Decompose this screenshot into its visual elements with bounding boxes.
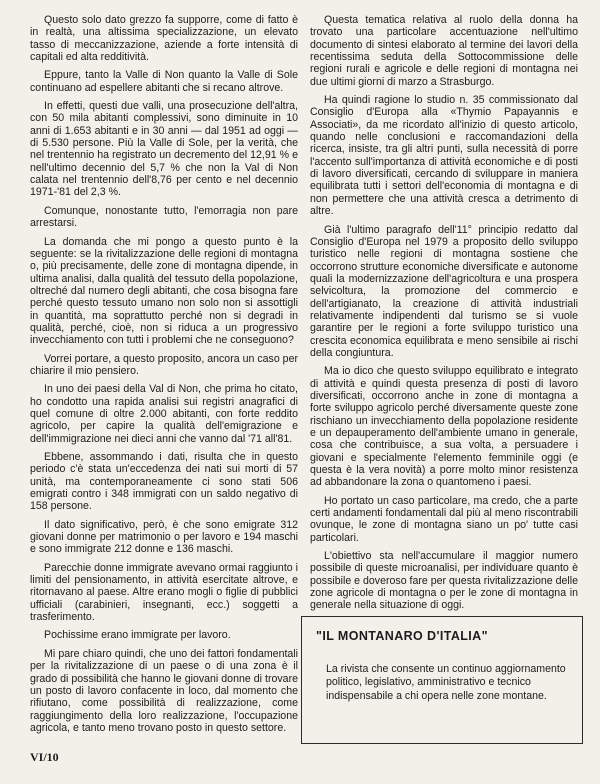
paragraph: Ebbene, assommando i dati, risulta che in questo periodo c'è stata un'eccedenza dei nati sui morti di 57 unità, ma contemporaneamente ci sono stati 506 emigrati contro i 348 immigrati con un saldo negativo di 158 persone. (30, 451, 298, 513)
paragraph: Eppure, tanto la Valle di Non quanto la Valle di Sole continuano ad espellere abitanti che si recano altrove. (30, 69, 298, 94)
paragraph: Parecchie donne immigrate avevano ormai raggiunto i limiti del pensionamento, in attività esercitate altrove, e ritornavano al paese. Altre erano mogli o figlie di pubblici ufficiali (carabinieri, insegnanti, ecc.) soggetti a trasferimento. (30, 561, 298, 624)
paragraph: Già l'ultimo paragrafo dell'11° principio redatto dal Consiglio d'Europa nel 1979 a proposito dello sviluppo turistico nelle regioni di montagna sostiene che occorrono strutture economiche diversificate e autonome quali la modernizzazione dell'agricoltura e una prospera selvicoltura, la promozione del commercio e dell'artigianato, la creazione di attività industriali relativamente indipendenti dal turismo se si vuole garantire per le regioni a forte sviluppo turistico una crescita economica equilibrata e meno sensibile ai rischi della congiuntura. (310, 223, 578, 359)
paragraph: La domanda che mi pongo a questo punto è la seguente: se la rivitalizzazione delle regioni di montagna o, più precisamente, delle zone di montagna dipende, in ultima analisi, dalla qualità del tessuto della popolazione, oltreché dal numero degli abitanti, che cosa bisogna fare perché questo tessuto umano non solo non si assottigli in quantità, ma soprattutto perché non si degradi in qualità, perché, cioè, non si riduca a un progressivo invecchiamento con tutti i problemi che ne conseguono? (30, 235, 298, 347)
ad-text: La rivista che consente un continuo aggiornamento politico, legislativo, amministrativo e tecnico indispensabile a chi opera nelle zone montane. (326, 663, 566, 702)
paragraph: L'obiettivo sta nell'accumulare il maggior numero possibile di queste microanalisi, per individuare quanto è possibile e doveroso fare per questa rivitalizzazione delle zone agricole di montagna o per le zone di montagna in generale nella situazione di oggi. (310, 550, 578, 612)
left-column (30, 14, 298, 740)
right-column (310, 14, 578, 618)
paragraph: Ma io dico che questo sviluppo equilibrato e integrato di attività e quindi questa presenza di posti di lavoro diversificati, occorrono anche in zone di montagna a forte sviluppo agricolo perché diversamente queste zone rischiano un invecchiamento della popolazione residente e un depauperamento dell'ambiente umano in generale, cosa che contribuisce, a sua volta, a persuadere i giovani e specialmente l'elemento femminile oggi (e questa è la vera novità) a porre molto minor resistenza ad abbandonare la zona o quantomeno i paesi. (310, 365, 578, 489)
paragraph: Questo solo dato grezzo fa supporre, come di fatto è in realtà, una altissima specializzazione, un elevato tasso di meccanizzazione, aziende a forte intensità di capitali ed alta redditività. (30, 14, 298, 64)
paragraph: Ha quindi ragione lo studio n. 35 commissionato dal Consiglio d'Europa alla «Thymio Papayannis e Associati», da me ricordato all'inizio di questo articolo, quando nelle conclusioni e raccomandazioni della ricerca, insiste, tra gli altri punti, sulla necessità di porre l'accento sull'importanza di attività economiche e di posti di lavoro diversificati, cercando di sviluppare in maniera equilibrata tutti i settori dell'economia di montagna e di non permettere che una attività cresca a detrimento di altre. (310, 94, 578, 218)
page-number: VI/10 (30, 750, 59, 764)
paragraph: In effetti, questi due valli, una prosecuzione dell'altra, con 50 mila abitanti complessivi, sono diminuite in 10 anni di 1.653 abitanti e in 30 anni — dal 1951 ad oggi — di 5.530 persone. Più la Valle di Sole, per la verità, che nel trentennio ha registrato un decremento del 12,91 % e nell'ultimo decennio del 5,7 % che non la Val di Non calata nel trentennio dell'8,76 per cento e nel decennio 1971-'81 del 2,3 %. (30, 100, 298, 199)
paragraph: Il dato significativo, però, è che sono emigrate 312 giovani donne per matrimonio o per lavoro e 194 maschi e sono immigrate 212 donne e 136 maschi. (30, 518, 298, 556)
paragraph: Vorrei portare, a questo proposito, ancora un caso per chiarire il mio pensiero. (30, 352, 298, 377)
paragraph: Pochissime erano immigrate per lavoro. (44, 629, 231, 642)
paragraph: Mi pare chiaro quindi, che uno dei fattori fondamentali per la rivitalizzazione di un paese o di una zona è il grado di possibilità che hanno le giovani donne di trovare un posto di lavoro confacente in loco, dal momento che rifiutano, come possibilità di realizzazione, come raggiungimento della loro realizzazione, l'occupazione agricola, e tanto meno trovano posto in questo settore. (30, 647, 298, 734)
paragraph: Ho portato un caso particolare, ma credo, che a parte certi andamenti fondamentali dal più al meno riscontrabili ovunque, le zone di montagna siano un po' tutte casi particolari. (310, 494, 578, 544)
ad-title: "IL MONTANARO D'ITALIA" (316, 629, 488, 643)
paragraph: Questa tematica relativa al ruolo della donna ha trovato una particolare accentuazione nell'ultimo documento di sintesi elaborato al termine dei lavori della recentissima seduta della Sottocommissione delle regioni rurali e agricole e delle regioni di montagna nei due ultimi giorni di marzo a Strasburgo. (310, 14, 578, 88)
magazine-ad-box (301, 616, 583, 744)
paragraph: In uno dei paesi della Val di Non, che prima ho citato, ho condotto una rapida analisi sui registri anagrafici di quel comune di oltre 2.000 abitanti, con forte reddito agricolo, per capire la qualità dell'emigrazione e dell'immigrazione nei dieci anni che vanno dal '71 all'81. (30, 383, 298, 445)
paragraph: Comunque, nonostante tutto, l'emorragia non pare arrestarsi. (30, 204, 298, 230)
